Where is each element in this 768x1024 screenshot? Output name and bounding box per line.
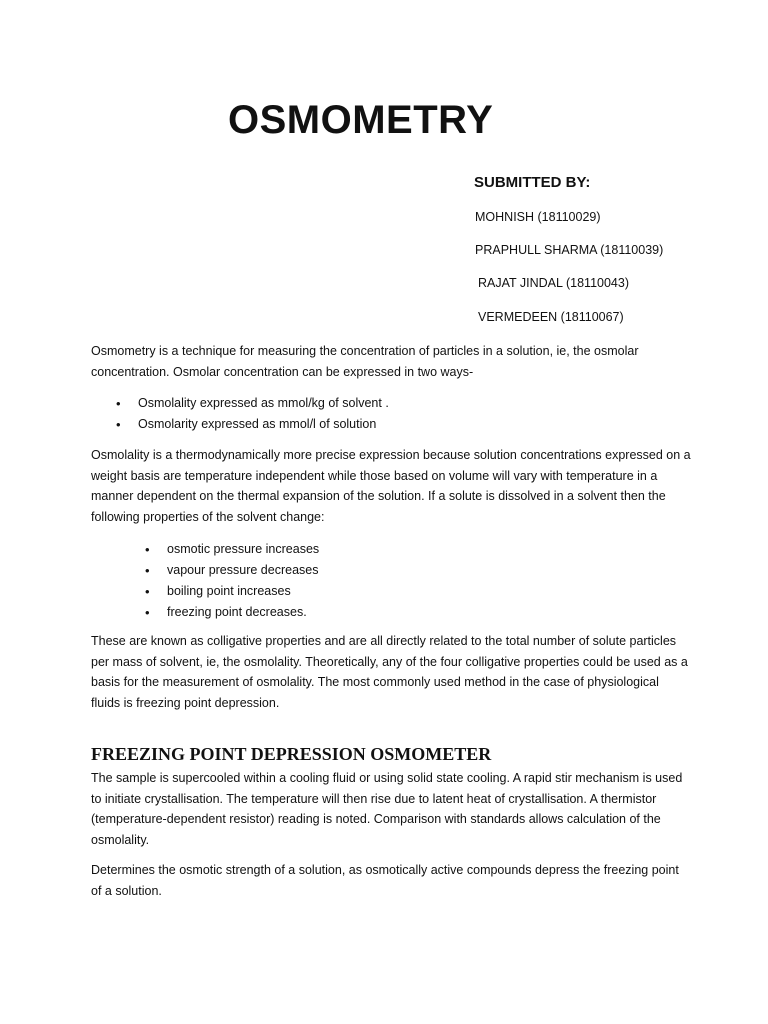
document-title: OSMOMETRY (228, 98, 494, 142)
list-item (145, 560, 319, 581)
list-item-text: vapour pressure decreases (167, 563, 319, 577)
list-item-text: freezing point decreases. (167, 605, 307, 619)
list-item-text: Osmolarity expressed as mmol/l of solution (138, 417, 377, 431)
submitted-by-label: SUBMITTED BY: (474, 174, 591, 191)
property-bullet-list (145, 539, 319, 623)
list-item-text: osmotic pressure increases (167, 542, 320, 556)
list-item-text: boiling point increases (167, 584, 291, 598)
author-entry: PRAPHULL SHARMA (18110039) (475, 243, 664, 257)
bullet-icon: • (145, 542, 150, 557)
list-item (116, 414, 389, 435)
section-heading: FREEZING POINT DEPRESSION OSMOMETER (91, 744, 492, 764)
expression-bullet-list (116, 393, 389, 435)
list-item (145, 602, 319, 623)
final-paragraph: Determines the osmotic strength of a solution, as osmotically active compounds depress the freezing point of a solution. (91, 863, 679, 898)
author-entry: VERMEDEEN (18110067) (478, 310, 624, 324)
bullet-icon: • (116, 396, 121, 411)
bullet-icon: • (145, 584, 150, 599)
list-item (145, 539, 319, 560)
list-item-text: Osmolality expressed as mmol/kg of solvent . (138, 396, 389, 410)
osmolality-paragraph: Osmolality is a thermodynamically more precise expression because solution concentrations expressed on a weight basis are temperature independent while those based on volume will vary with temperature in a manner dependent on the thermal expansion of the solution. If a solute is dissolved in a solvent then the following properties of the solvent change: (91, 448, 691, 524)
author-entry: MOHNISH (18110029) (475, 210, 601, 224)
section-paragraph: The sample is supercooled within a cooling fluid or using solid state cooling. A rapid stir mechanism is used to initiate crystallisation. The temperature will then rise due to latent heat of crystallisation. A thermistor (temperature-dependent resistor) reading is noted. Comparison with standards allows calculation of the osmolality. (91, 771, 683, 847)
list-item (145, 581, 319, 602)
intro-paragraph: Osmometry is a technique for measuring the concentration of particles in a solution, ie, the osmolar concentration. Osmolar concentration can be expressed in two ways- (91, 344, 639, 379)
colligative-paragraph: These are known as colligative properties and are all directly related to the total number of solute particles per mass of solvent, ie, the osmolality. Theoretically, any of the four colligative properties could be used as a basis for the measurement of osmolality. The most commonly used method in the case of physiological fluids is freezing point depression. (91, 634, 688, 710)
bullet-icon: • (116, 417, 121, 432)
list-item (116, 393, 389, 414)
bullet-icon: • (145, 605, 150, 620)
bullet-icon: • (145, 563, 150, 578)
author-entry: RAJAT JINDAL (18110043) (478, 276, 629, 290)
